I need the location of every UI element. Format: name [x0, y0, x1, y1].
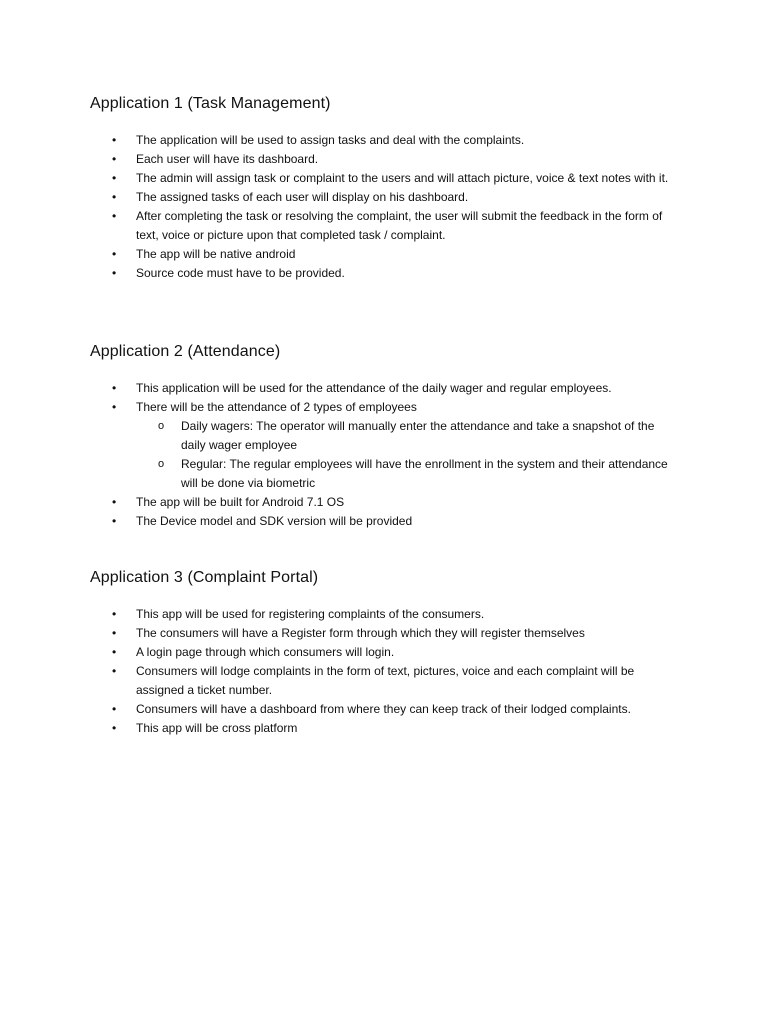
bullet-icon: • — [112, 247, 117, 261]
sub-list-item — [90, 455, 670, 493]
list-item — [90, 624, 670, 643]
list-item — [90, 643, 670, 662]
list-item — [90, 605, 670, 624]
list-item-text: After completing the task or resolving the complaint, the user will submit the feedback in the form of text, voice or picture upon that completed task / complaint. — [136, 209, 663, 242]
section-task-management — [90, 94, 690, 283]
list-item-text: This application will be used for the attendance of the daily wager and regular employees. — [136, 381, 612, 395]
bullet-icon: • — [112, 514, 117, 528]
list-item — [90, 700, 670, 719]
bullet-icon: • — [112, 721, 117, 735]
bullet-icon: • — [112, 664, 117, 678]
list-item — [90, 245, 670, 264]
list-item-text: Source code must have to be provided. — [136, 266, 345, 280]
bullet-list — [90, 379, 690, 417]
section-heading: Application 3 (Complaint Portal) — [90, 569, 319, 586]
list-item — [90, 207, 670, 245]
list-item-text: Consumers will have a dashboard from where they can keep track of their lodged complaints. — [136, 702, 631, 716]
sub-list-item-text: Daily wagers: The operator will manually enter the attendance and take a snapshot of the daily wager employee — [181, 419, 655, 452]
list-item-text: The application will be used to assign tasks and deal with the complaints. — [136, 133, 525, 147]
list-item — [90, 169, 670, 188]
section-heading: Application 2 (Attendance) — [90, 343, 281, 360]
list-item — [90, 379, 670, 398]
list-item-text: The app will be native android — [136, 247, 296, 261]
list-item-text: Consumers will lodge complaints in the form of text, pictures, voice and each complaint will be assigned a ticket number. — [136, 664, 635, 697]
bullet-icon: • — [112, 626, 117, 640]
sub-bullet-list — [90, 417, 690, 493]
section-heading: Application 1 (Task Management) — [90, 95, 331, 112]
list-item-text: The assigned tasks of each user will display on his dashboard. — [136, 190, 469, 204]
list-item-text: The app will be built for Android 7.1 OS — [136, 495, 345, 509]
bullet-icon: • — [112, 209, 117, 223]
bullet-list — [90, 605, 690, 738]
list-item-text: The Device model and SDK version will be provided — [136, 514, 413, 528]
section-complaint-portal — [90, 568, 690, 738]
list-item-text: Each user will have its dashboard. — [136, 152, 319, 166]
sub-list-item-text: Regular: The regular employees will have the enrollment in the system and their attendance will be done via biometric — [181, 457, 668, 490]
bullet-icon: • — [112, 645, 117, 659]
bullet-icon: • — [112, 495, 117, 509]
list-item-text: The admin will assign task or complaint to the users and will attach picture, voice & text notes with it. — [136, 171, 669, 185]
list-item-text: This app will be cross platform — [136, 721, 298, 735]
list-item — [90, 493, 670, 512]
bullet-icon: • — [112, 266, 117, 280]
list-item — [90, 662, 670, 700]
list-item-text: There will be the attendance of 2 types of employees — [136, 400, 417, 414]
section-attendance — [90, 342, 690, 531]
list-item-text: This app will be used for registering complaints of the consumers. — [136, 607, 485, 621]
list-item — [90, 264, 670, 283]
bullet-list — [90, 131, 690, 283]
list-item — [90, 398, 670, 417]
bullet-icon: • — [112, 607, 117, 621]
sub-list-item — [90, 417, 670, 455]
list-item-text: The consumers will have a Register form through which they will register themselves — [136, 626, 585, 640]
bullet-icon: • — [112, 171, 117, 185]
list-item — [90, 512, 670, 531]
list-item — [90, 131, 670, 150]
bullet-icon: • — [112, 381, 117, 395]
bullet-icon: • — [112, 152, 117, 166]
bullet-icon: • — [112, 133, 117, 147]
bullet-icon: • — [112, 190, 117, 204]
bullet-list — [90, 493, 690, 531]
list-item-text: A login page through which consumers will login. — [136, 645, 395, 659]
list-item — [90, 719, 670, 738]
list-item — [90, 150, 670, 169]
bullet-icon: • — [112, 702, 117, 716]
bullet-icon: • — [112, 400, 117, 414]
circle-bullet-icon: o — [158, 420, 165, 432]
circle-bullet-icon: o — [158, 458, 165, 470]
list-item — [90, 188, 670, 207]
